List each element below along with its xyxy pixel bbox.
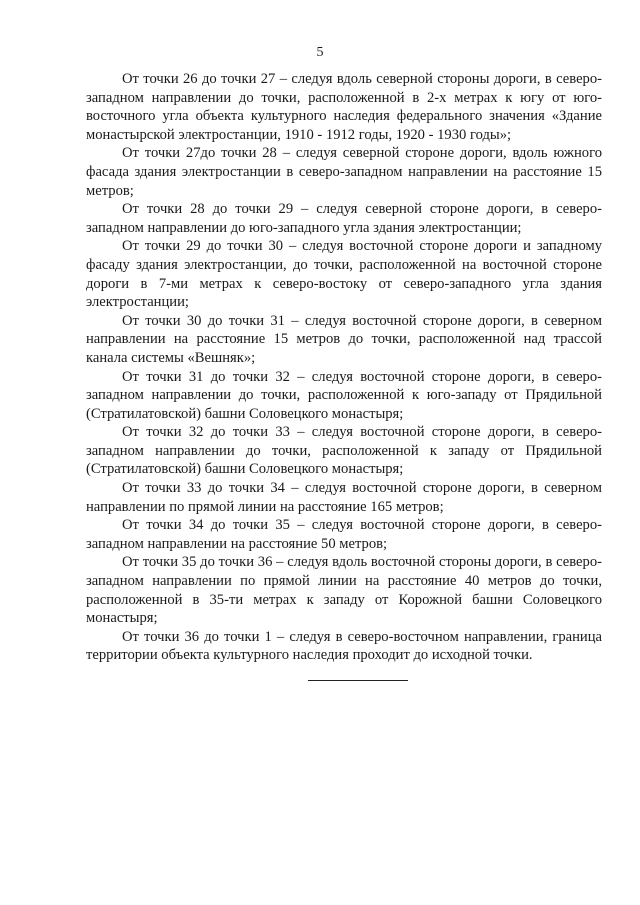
paragraph-point-34-35: От точки 34 до точки 35 – следуя восточной стороне дороги, в северо-западном направлении на расстояние 50 метров;	[86, 517, 602, 552]
paragraph-point-27-28: От точки 27до точки 28 – следуя северной стороне дороги, вдоль южного фасада здания электростанции в северо-западном направлении на расстояние 15 метров;	[86, 145, 602, 199]
paragraph-point-32-33: От точки 32 до точки 33 – следуя восточной стороне дороги, в северо-западном направлении до точки, расположенной к западу от Прядильной (Стратилатовской) башни Соловецкого монастыря;	[86, 424, 602, 478]
paragraph-point-35-36: От точки 35 до точки 36 – следуя вдоль восточной стороны дороги, в северо-западном направлении по прямой линии на расстояние 40 метров до точки, расположенной в 35-ти метрах к западу от Корожной башни Соловецкого монастыря;	[86, 554, 602, 627]
paragraph-point-28-29: От точки 28 до точки 29 – следуя северной стороне дороги, в северо-западном направлении до юго-западного угла здания электростанции;	[86, 201, 602, 236]
paragraph-point-29-30: От точки 29 до точки 30 – следуя восточной стороне дороги и западному фасаду здания электростанции, до точки, расположенной на восточной стороне дороги в 7-ми метрах к северо-востоку от северо-западного угла здания электростанции;	[86, 238, 602, 311]
document-body	[86, 70, 602, 665]
page-number: 5	[316, 45, 324, 60]
paragraph-point-36-1: От точки 36 до точки 1 – следуя в северо-восточном направлении, граница территории объекта культурного наследия проходит до исходной точки.	[86, 628, 602, 664]
paragraph-point-31-32: От точки 31 до точки 32 – следуя восточной стороне дороги, в северо-западном направлении до точки, расположенной к юго-западу от Прядильной (Стратилатовской) башни Соловецкого монастыря;	[86, 368, 602, 422]
end-of-text-rule	[308, 680, 408, 681]
paragraph-point-33-34: От точки 33 до точки 34 – следуя восточной стороне дороги, в северном направлении по прямой линии на расстояние 165 метров;	[86, 480, 602, 515]
paragraph-point-26-27: От точки 26 до точки 27 – следуя вдоль северной стороны дороги, в северо-западном направлении до точки, расположенной в 2-х метрах к югу от юго-восточного угла объекта культурного наследия федерального значения «Здание монастырской электростанции, 1910 - 1912 годы, 1920 - 1930 годы»;	[86, 71, 602, 143]
paragraph-point-30-31: От точки 30 до точки 31 – следуя восточной стороне дороги, в северном направлении на расстояние 15 метров до точки, расположенной над трассой канала системы «Вешняк»;	[86, 312, 602, 366]
